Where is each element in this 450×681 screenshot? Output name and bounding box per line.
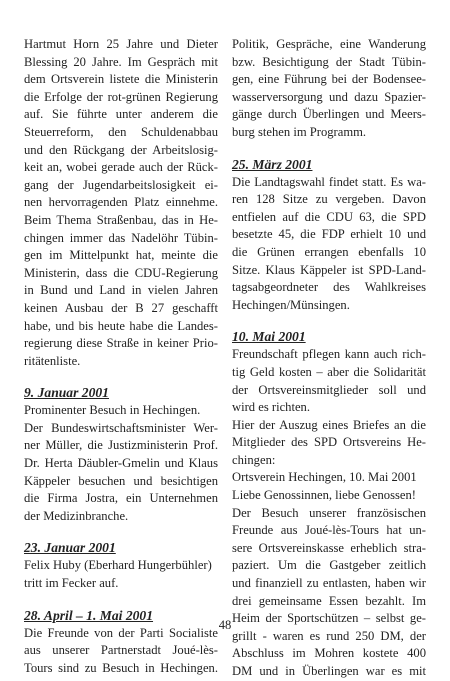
left-column-section-heading: 23. Januar 2001	[24, 540, 116, 556]
right-column-text-line: wird es richten.	[232, 400, 310, 415]
left-column-text-line: Prominenter Besuch in Hechingen.	[24, 403, 201, 418]
right-column-text-line: grillt - waren es rund 250 DM, der	[232, 628, 426, 643]
right-column-text-line: entfielen auf die CDU 63, die SPD	[232, 209, 426, 224]
left-column-text-line: der Medizinbranche.	[24, 508, 129, 523]
right-column-text-line: gänge durch Überlingen und Meers-	[232, 107, 426, 122]
left-column-text-line: gang der Jugendarbeitslosigkeit ei-	[24, 177, 218, 192]
right-column-text-line: paziert. Um die Gastgeber zeitlich	[232, 558, 426, 573]
left-column-section-heading: 9. Januar 2001	[24, 385, 109, 401]
left-column-text-line: ner Müller, die Justizministerin Prof.	[24, 438, 218, 453]
right-column-section-heading: 10. Mai 2001	[232, 329, 306, 345]
left-column-text-line: habe, und bis heute habe die Landes-	[24, 318, 218, 333]
left-column-section-heading: 28. April – 1. Mai 2001	[24, 607, 154, 623]
right-column-text-line: besetzte 45, die FDP erhielt 10 und	[232, 227, 426, 242]
left-column-text-line: keinen Ausbau der B 27 geschafft	[24, 300, 218, 315]
left-column-text-line: Blessing 20 Jahre. Im Gespräch mit	[24, 54, 218, 69]
left-column-text-line: Dr. Herta Däubler-Gmelin und Klaus	[24, 456, 218, 471]
right-column-text-line: Sitze. Klaus Käppeler ist SPD-Land-	[232, 262, 426, 277]
left-column	[24, 36, 218, 677]
right-column-text-line: Liebe Genossinnen, liebe Genossen!	[232, 488, 416, 503]
left-column-text-line: keit an, wobei gerade auch der Rück-	[24, 160, 218, 175]
right-column-text-line: die Grünen errangen ebenfalls 10	[232, 244, 426, 259]
left-column-text-line: Felix Huby (Eberhard Hungerbühler)	[24, 558, 212, 573]
right-column-text-line: der Ortsvereinsmitglieder soll und	[232, 382, 426, 397]
right-column-text-line: sere Ortsvereinskasse erheblich stra-	[232, 540, 426, 555]
right-column-text-line: gen, eine Führung bei der Bodensee-	[232, 72, 426, 87]
right-column-text-line: burg stehen im Programm.	[232, 124, 367, 139]
left-column-text-line: gen im Mittelpunkt hat, meinte die	[24, 248, 218, 263]
right-column-text-line: Die Landtagswahl findet statt. Es wa-	[232, 174, 426, 189]
right-column-text-line: chingen:	[232, 452, 276, 467]
left-column-text-line: und den Rückgang der Arbeitslosig-	[24, 142, 218, 157]
left-column-text-line: Der Bundeswirtschaftsminister Wer-	[24, 420, 218, 435]
right-column-text-line: tig Geld kosten – aber die Solidarität	[232, 364, 426, 379]
right-column-text-line: Der Besuch unserer französischen	[232, 505, 426, 520]
left-column-text-line: auf. Sie führte unter anderem die	[24, 107, 218, 122]
page-number: 48	[218, 618, 232, 632]
left-column-text-line: Steuerreform, den Schuldenabbau	[24, 124, 218, 139]
left-column-text-line: Hartmut Horn 25 Jahre und Dieter	[24, 37, 218, 51]
left-column-text-line: die Firma Jostra, ein Unternehmen	[24, 491, 218, 506]
right-column-text-line: Heim der Sportschützen – selbst ge-	[232, 611, 426, 626]
left-column-text-line: regierung diese Straße in keiner Prio-	[24, 336, 218, 351]
left-column-text-line: Die Freunde von der Parti Socialiste	[24, 625, 218, 640]
right-column-text-line: Freundschaft pflegen kann auch rich-	[232, 347, 426, 362]
left-column-text-line: die Erfolge der rot-grünen Regierung	[24, 89, 218, 104]
left-column-text-line: Ministerin, dass die CDU-Regierung	[24, 265, 218, 280]
right-column-text-line: tagsabgeordneter des Wahlkreises	[232, 280, 426, 295]
right-column-text-line: Politik, Gespräche, eine Wanderung	[232, 37, 426, 51]
right-column	[232, 36, 426, 681]
left-column-text-line: Tours sind zu Besuch in Hechingen.	[24, 660, 218, 675]
right-column-text-line: ren 128 Sitze zu vergeben. Davon	[232, 192, 426, 207]
right-column-text-line: DM und in Überlingen war es mit	[232, 664, 426, 678]
right-column-text-line: Abschluss im Mohren kostete 400	[232, 646, 426, 661]
left-column-text-line: nen hervorragenden Platz einnehme.	[24, 195, 218, 210]
left-column-text-line: Käppeler besuchen und besichtigen	[24, 473, 218, 488]
right-column-text-line: Freunde aus Joué-lès-Tours hat un-	[232, 523, 426, 538]
right-column-section-heading: 25. März 2001	[232, 156, 313, 172]
right-column-text-line: Ortsverein Hechingen, 10. Mai 2001	[232, 470, 417, 485]
right-column-text-line: Hier der Auszug eines Briefes an die	[232, 417, 426, 432]
right-column-text-line: Hechingen/Münsingen.	[232, 297, 350, 312]
right-column-text-line: und finanziell zu entlasten, haben wir	[232, 576, 426, 591]
right-column-text-line: Mitglieder des SPD Ortsvereins He-	[232, 435, 426, 450]
left-column-text-line: in Bund und Land in vielen Jahren	[24, 283, 218, 298]
left-column-text-line: chingen immer das Nadelöhr Tübin-	[24, 230, 218, 245]
left-column-text-line: tritt im Fecker auf.	[24, 576, 119, 591]
right-column-text-line: bzw. Besichtigung der Stadt Tübin-	[232, 54, 426, 69]
left-column-text-line: Beim Thema Straßenbau, das in He-	[24, 212, 218, 227]
right-column-text-line: drei gemeinsame Essen bezahlt. Im	[232, 593, 426, 608]
left-column-text-line: aus unserer Partnerstadt Joué-lès-	[24, 643, 218, 658]
left-column-text-line: dem Ortsverein listete die Ministerin	[24, 72, 218, 87]
left-column-text-line: ritätenliste.	[24, 353, 81, 368]
right-column-text-line: wasserversorgung und dazu Spazier-	[232, 89, 426, 104]
